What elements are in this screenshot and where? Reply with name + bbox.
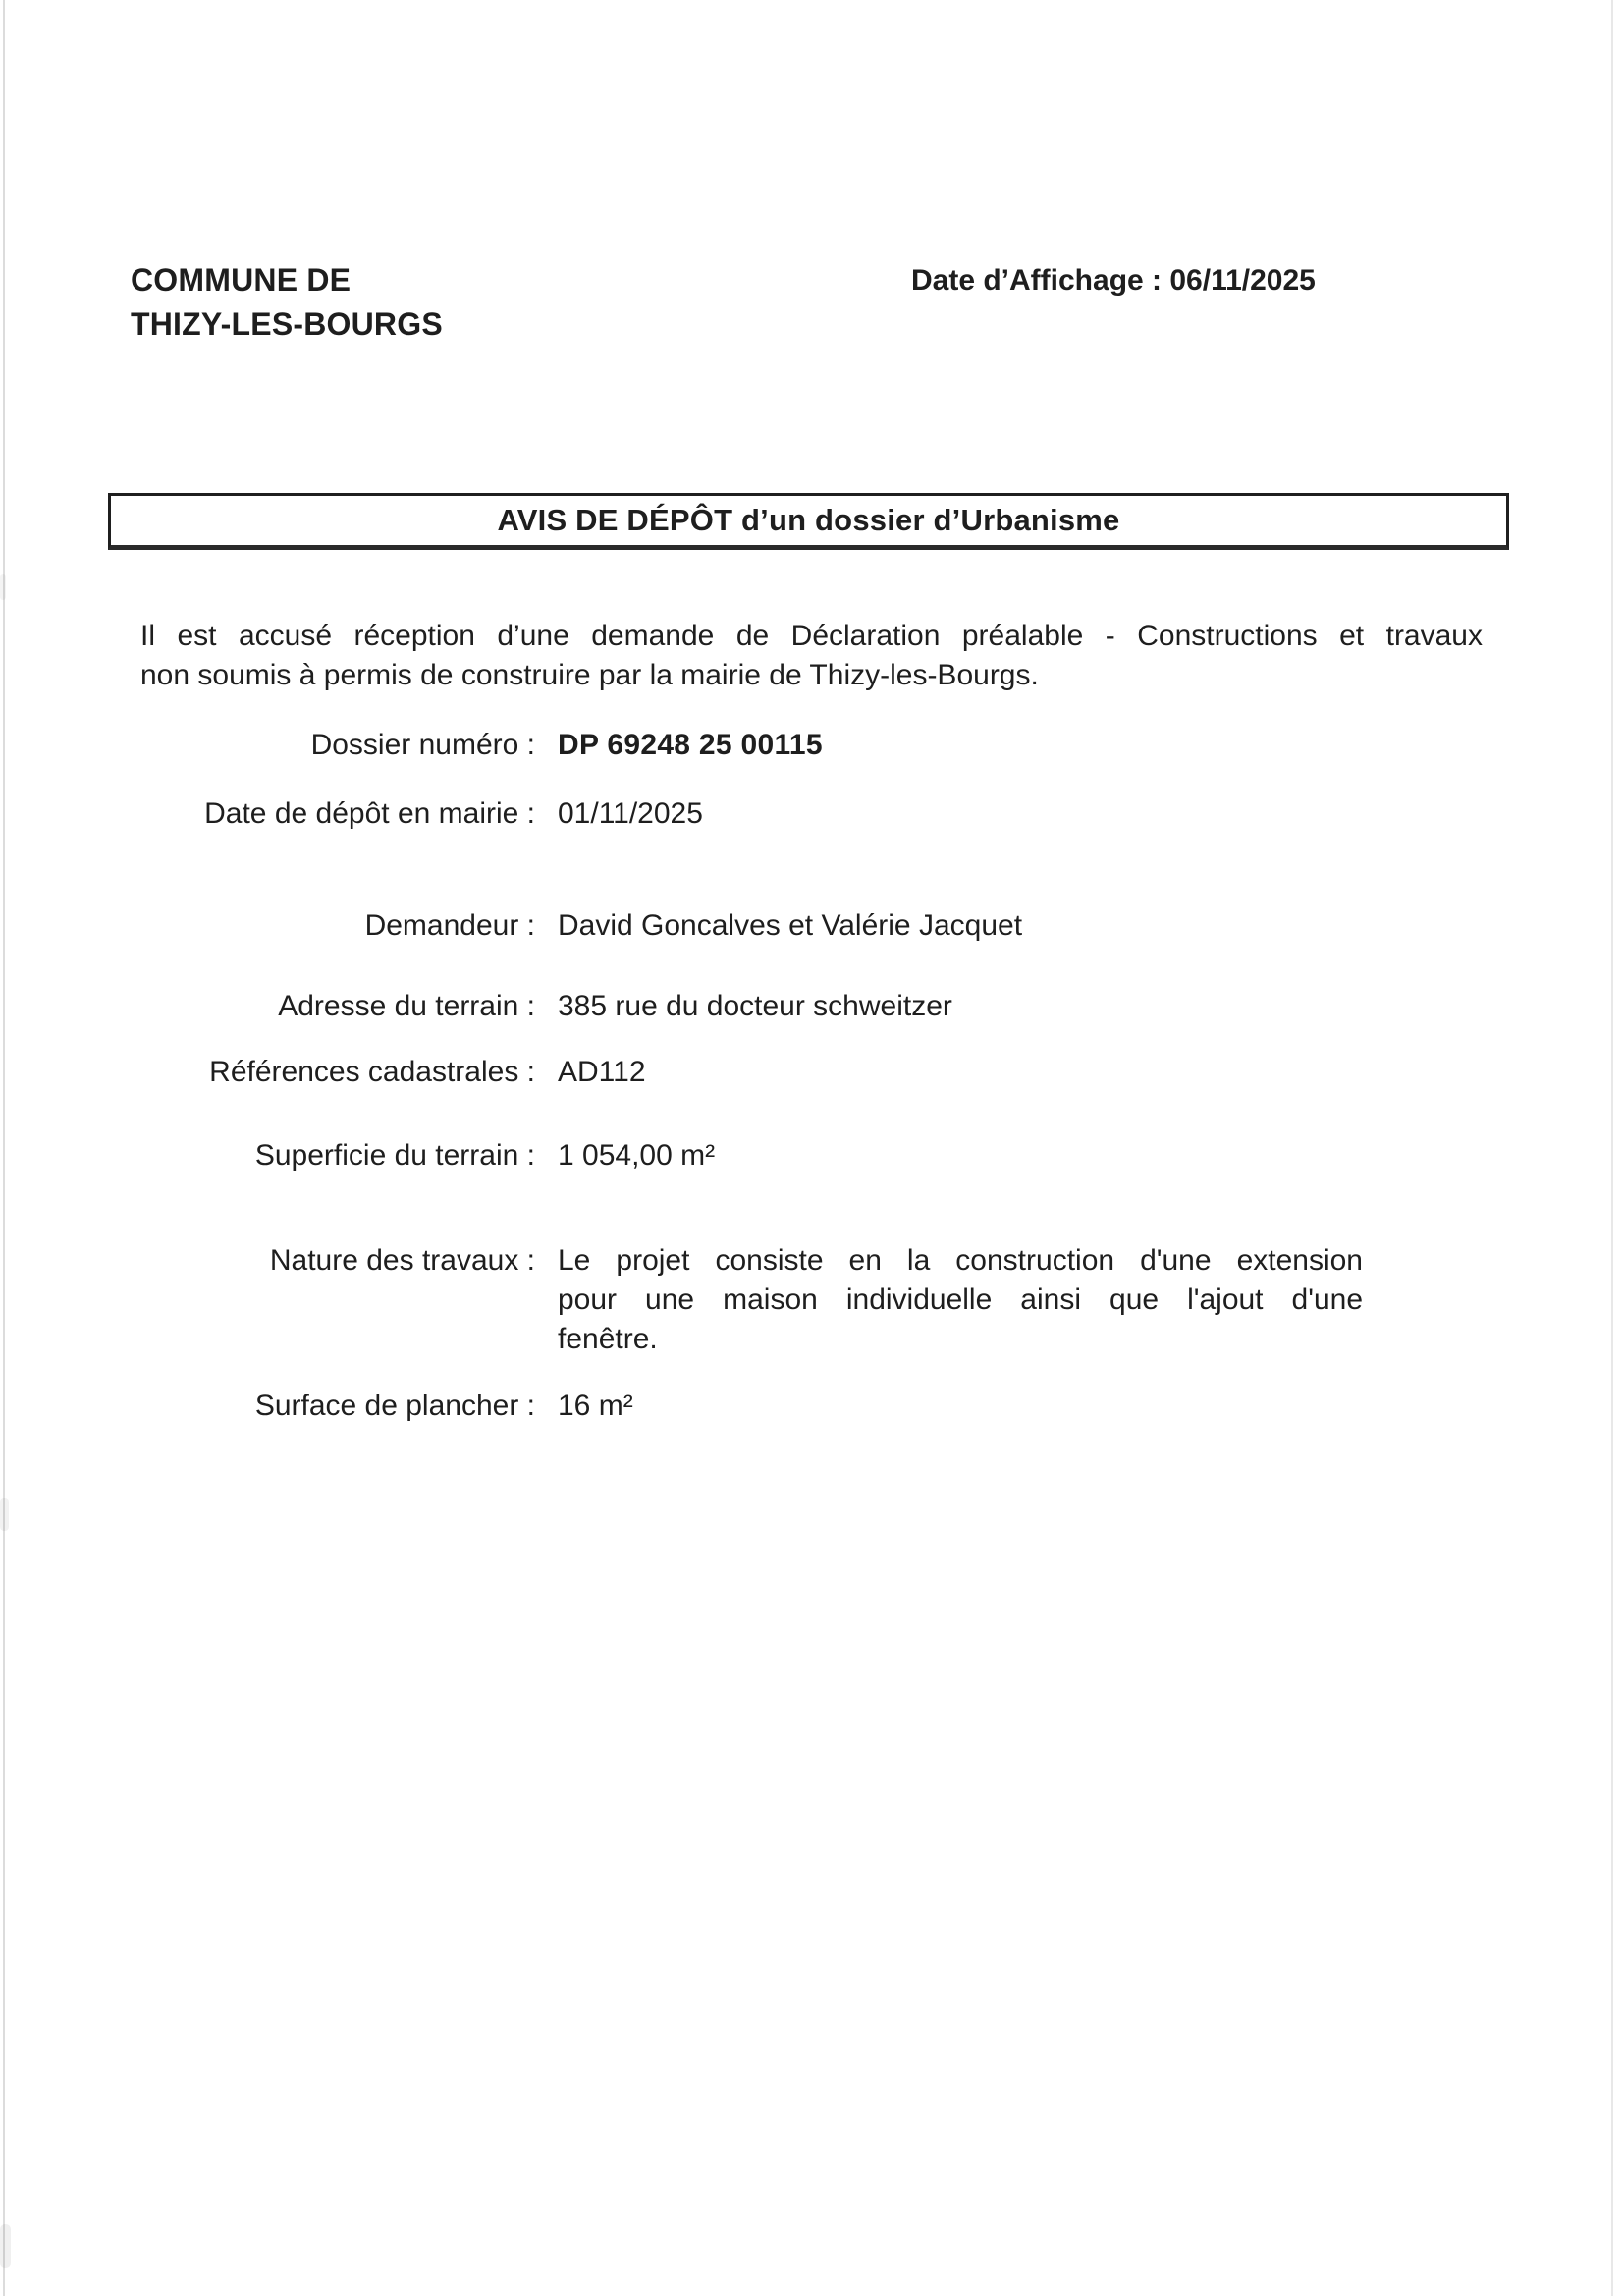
field-value: DP 69248 25 00115 (558, 729, 823, 761)
scan-smudge (0, 574, 6, 600)
field-value: 385 rue du docteur schweitzer (558, 990, 952, 1022)
text-line: fenêtre. (558, 1323, 658, 1355)
intro-paragraph (140, 617, 1483, 695)
scan-smudge (0, 2224, 11, 2268)
text-line: Le projet consiste en la construction d'une extension (558, 1244, 1363, 1277)
field-value: AD112 (558, 1056, 646, 1088)
field-label: Nature des travaux : (269, 1244, 535, 1277)
document-title: AVIS DE DÉPÔT d’un dossier d’Urbanisme (497, 503, 1120, 537)
field-value: David Goncalves et Valérie Jacquet (558, 909, 1023, 942)
scan-smudge (0, 1498, 9, 1531)
field-value-multiline (558, 1241, 1363, 1359)
scan-edge-artifact-right (1611, 0, 1613, 2296)
text-line: non soumis à permis de construire par la mairie de Thizy-les-Bourgs. (140, 659, 1039, 691)
field-label: Demandeur : (364, 909, 535, 942)
scan-edge-artifact-left (3, 0, 5, 2296)
field-label: Superficie du terrain : (254, 1139, 535, 1172)
field-value: 16 m² (558, 1390, 633, 1422)
commune-name-line-2: THIZY-LES-BOURGS (131, 306, 443, 342)
field-value: 1 054,00 m² (558, 1139, 716, 1172)
field-label: Références cadastrales : (209, 1056, 535, 1088)
commune-name-block (131, 258, 443, 347)
field-label: Adresse du terrain : (278, 990, 535, 1022)
field-label: Surface de plancher : (254, 1390, 535, 1422)
field-label: Date de dépôt en mairie : (204, 797, 535, 830)
commune-name-line-1: COMMUNE DE (131, 262, 352, 298)
title-box (108, 493, 1509, 550)
display-date: Date d’Affichage : 06/11/2025 (911, 264, 1316, 297)
field-value: 01/11/2025 (558, 797, 703, 830)
text-line: pour une maison individuelle ainsi que l'ajout d'une (558, 1284, 1363, 1316)
text-line: Il est accusé réception d’une demande de Déclaration préalable - Constructions et travaux (140, 620, 1483, 652)
field-label: Dossier numéro : (310, 729, 535, 761)
